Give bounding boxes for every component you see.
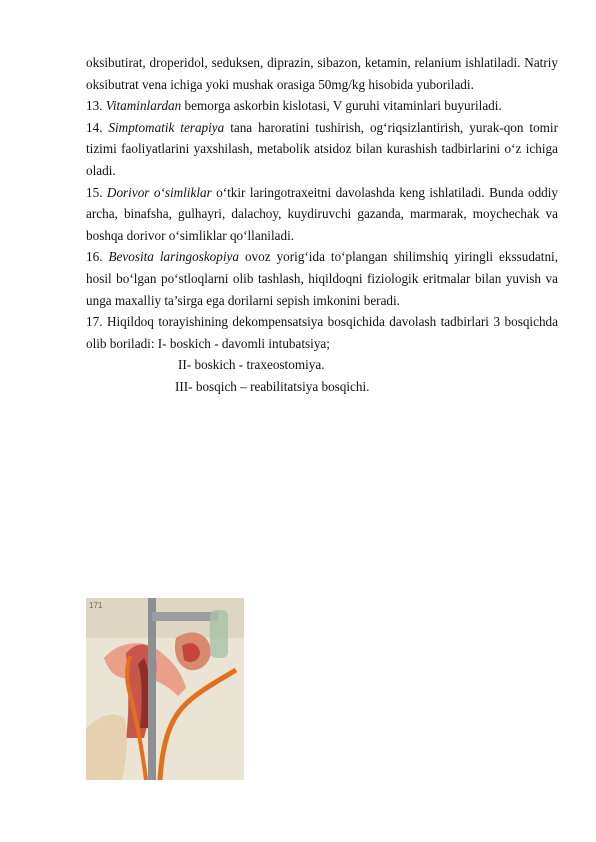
item-term: Dorivor o‘simliklar	[106, 184, 212, 200]
item-term: Bevosita laringoskopiya	[108, 249, 239, 265]
item-term: Simptomatik terapiya	[108, 119, 225, 135]
laryngoscope-handle	[152, 612, 218, 621]
item-term: Vitaminlardan	[105, 98, 182, 114]
intubation-drawing	[86, 598, 244, 780]
stage-2-line: II- boskich - traxeostomiya.	[178, 357, 325, 373]
paragraph-text: tana haroratini tushirish, og‘riqsizlantirish, yurak-qon tomir tizimi faoliyatlarini yaxshilash, metabolik atsidoz bilan kurashish tadbirlarini o‘z ichiga oladi.	[86, 119, 558, 178]
paragraph-text: oksibutirat, droperidol, seduksen, diprazin, sibazon, ketamin, relanium ishlatiladi. Natriy oksibutrat vena ichiga yoki mushak orasiga 50mg/kg hisobida yuboriladi.	[86, 55, 558, 92]
figure-corner-label: 171	[89, 601, 103, 610]
stage-3-line: III- bosqich – reabilitatsiya bosqichi.	[175, 378, 370, 394]
intubation-illustration	[86, 598, 244, 780]
paragraph-text: 17. Hiqildoq torayishining dekompensatsiya bosqichida davolash tadbirlari 3 bosqichda olib boriladi: I- boskich - davomli intubatsiya;	[86, 314, 558, 351]
item-number: 14.	[86, 119, 103, 135]
item-number: 15.	[86, 184, 103, 200]
paragraph-13-vitamins	[86, 95, 558, 117]
laryngoscope-light	[210, 610, 228, 658]
paragraph-16-laryngoscopy	[86, 246, 558, 311]
paragraph-text: ovoz yorig‘ida to‘plangan shilimshiq yiringli ekssudatni, hosil bo‘lgan po‘stloqlarni olib tashlash, hiqildoqni fiziologik eritmalar bilan yuvish va unga maxalliy ta’sirga ega dorilarni sepish imkonini beradi.	[86, 249, 558, 308]
document-page	[86, 52, 558, 398]
paragraph-sedatives	[86, 52, 558, 95]
paragraph-text: o‘tkir laringotraxeitni davolashda keng ishlatiladi. Bunda oddiy archa, binafsha, gulhayri, dalachoy, kuydiruvchi gazanda, marmarak, moychechak va boshqa dorivor o‘simliklar qo‘llaniladi.	[86, 184, 559, 243]
paragraph-15-herbs	[86, 182, 558, 247]
neck-tissue	[86, 714, 127, 780]
item-number: 13.	[86, 98, 103, 114]
laryngoscope-shaft	[148, 598, 156, 780]
item-number: 16.	[86, 249, 103, 265]
paragraph-17-stages	[86, 311, 558, 354]
paragraph-text: bemorga askorbin kislotasi, V guruhi vitaminlari buyuriladi.	[181, 98, 502, 114]
paragraph-14-symptomatic	[86, 117, 558, 182]
